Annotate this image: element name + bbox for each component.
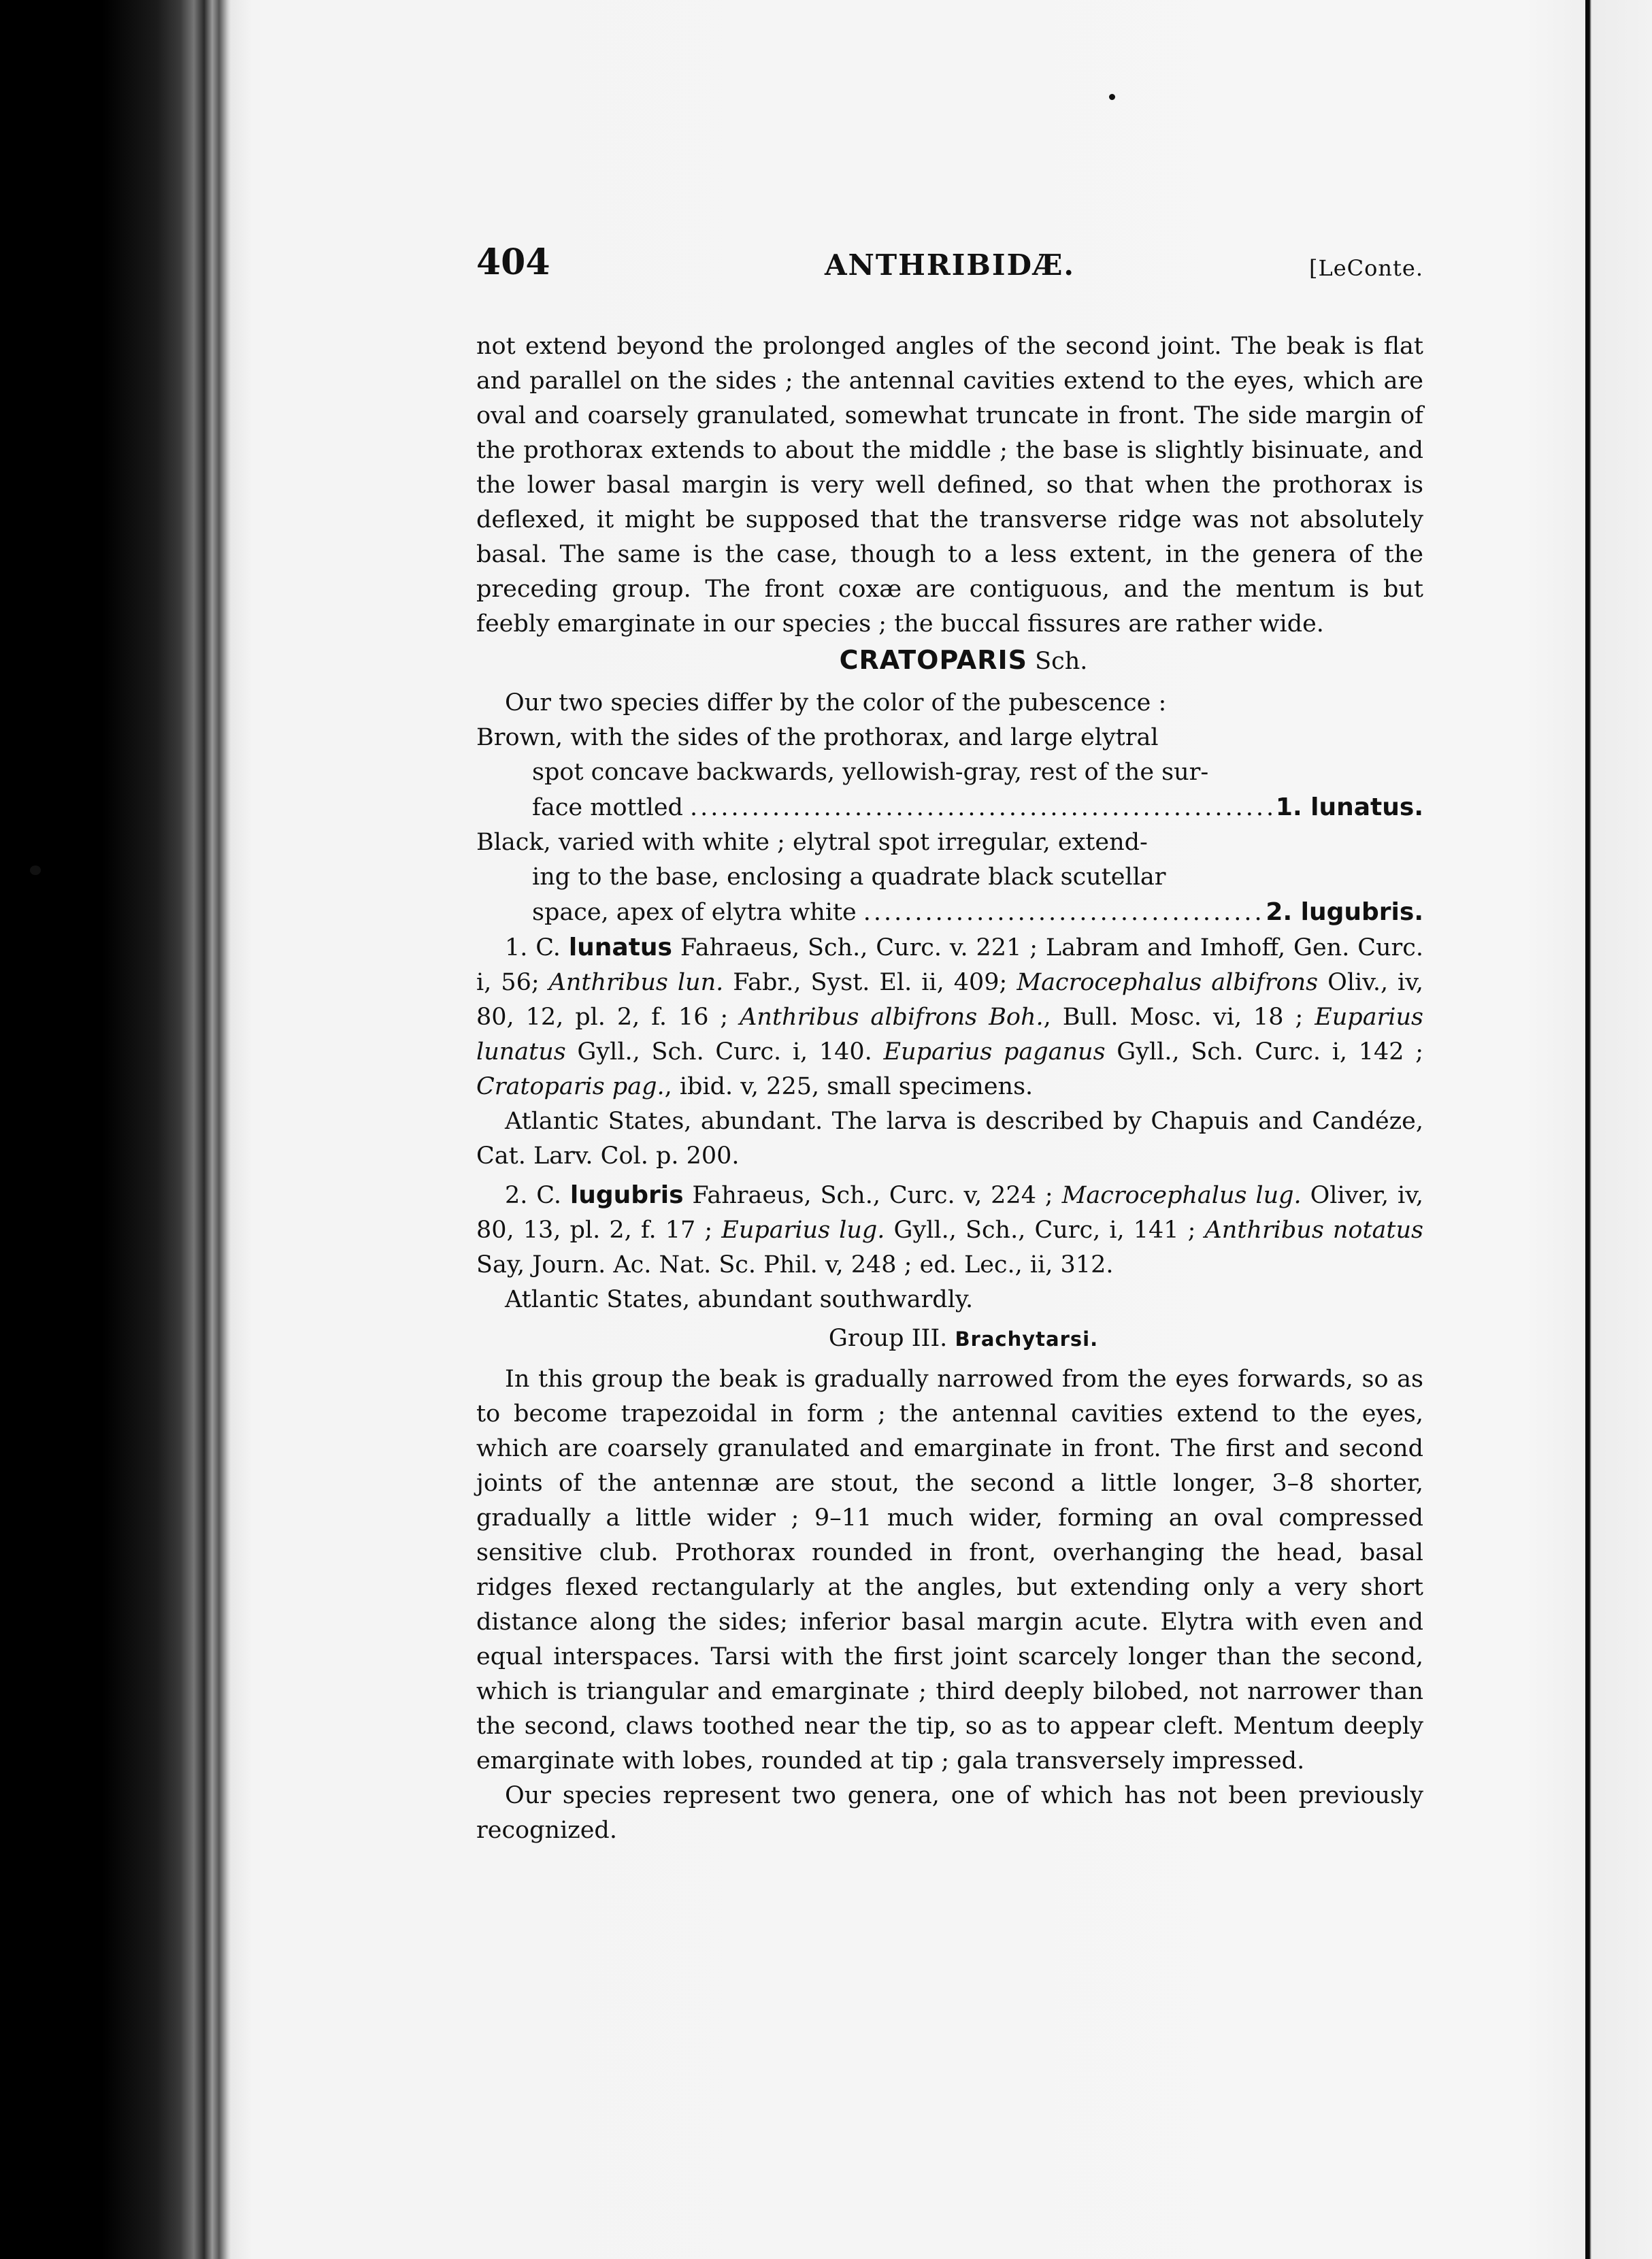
scan-speck [30,865,41,875]
genus-author: Sch. [1035,648,1088,675]
key-line: Black, varied with white ; elytral spot irregular, extend- [476,829,1148,856]
group-label: Group III. [828,1325,948,1352]
species-note-lugubris: Atlantic States, abundant southwardly. [505,1286,974,1313]
book-spine-shadow [0,0,231,2259]
genus-name: CRATOPARIS [839,645,1027,675]
group-paragraph: In this group the beak is gradually narrowed from the eyes forwards, so as to become trapezoidal in form ; the antennal cavities extend to the eyes, which are coarsely granulated and emarginate in front. The first and second joints of the antennæ are stout, the second a little longer, 3–8 shorter, gradually a little wider ; 9–11 much wider, forming an oval compressed sensitive club. Prothorax rounded in front, overhanging the head, basal ridges flexed rectangularly at the angles, but extending only a very short distance along the sides; inferior basal margin acute. Elytra with even and equal interspaces. Tarsi with the first joint scarcely longer than the second, which is triangular and emarginate ; third deeply bilobed, not narrower than the second, claws toothed near the tip, so as to appear cleft. Mentum deeply emarginate with lobes, rounded at tip ; gala transversely impressed. [476,1366,1423,1775]
genus-heading [476,643,1423,679]
intro-paragraph: not extend beyond the prolonged angles of the second joint. The beak is flat and parallel on the sides ; the antennal cavities extend to the eyes, which are oval and coarsely granulated, somewhat truncate in front. The side margin of the prothorax extends to about the middle ; the base is slightly bisinuate, and the lower basal margin is very well defined, so that when the prothorax is deflexed, it might be supposed that the transverse ridge was not absolutely basal. The same is the case, though to a less extent, in the genera of the preceding group. The front coxæ are contiguous, and the mentum is but feebly emarginate in our species ; the buccal fissures are rather wide. [476,333,1423,638]
species-number: 1. C. [505,934,561,961]
page-body [476,329,1423,1848]
key-line: face mottled ..... 1. lunatus. [476,790,1423,825]
species-name: lugubris [569,1181,684,1209]
dot-leader [857,895,1266,930]
key-result: 1. lunatus. [1275,793,1423,821]
species-entry-lugubris: 2. C. lugubris Fahraeus, Sch., Curc. v, 224 ; Macrocephalus lug. Oliver, iv, 80, 13, pl. 2, f. 17 ; Euparius lug. Gyll., Sch., Curc, i, 141 ; Anthribus notatus Say, Journ. Ac. Nat. Sc. Phil. v, 248 ; ed. Lec., ii, 312. [476,1181,1423,1279]
key-entry-lunatus [476,721,1423,825]
running-head: ANTHRIBIDÆ. [824,248,1076,282]
facing-page-edge [1585,0,1652,2259]
key-result: 2. lugubris. [1266,898,1423,926]
group-heading [476,1321,1423,1357]
page-header [476,242,1423,289]
page-number: 404 [476,242,550,283]
species-name: lunatus [568,934,672,961]
key-line: ing to the base, enclosing a quadrate black scutellar [532,863,1166,891]
key-line: spot concave backwards, yellowish-gray, rest of the sur- [532,759,1209,786]
dot-leader [683,791,1276,825]
group-name: Brachytarsi. [955,1328,1099,1351]
species-key [476,686,1423,930]
key-line: Brown, with the sides of the prothorax, and large elytral [476,724,1159,751]
species-note-lunatus: Atlantic States, abundant. The larva is described by Chapuis and Candéze, Cat. Larv. Col. p. 200. [476,1108,1423,1170]
key-entry-lugubris [476,825,1423,930]
author-tag: [LeConte. [1309,255,1423,281]
group-paragraph: Our species represent two genera, one of which has not been previously recognized. [476,1782,1423,1844]
species-number: 2. C. [505,1182,561,1209]
species-entry-lunatus: 1. C. lunatus Fahraeus, Sch., Curc. v. 221 ; Labram and Imhoff, Gen. Curc. i, 56; Anthribus lun. Fabr., Syst. El. ii, 409; Macrocephalus albifrons Oliv., iv, 80, 12, pl. 2, f. 16 ; Anthribus albifrons Boh., Bull. Mosc. vi, 18 ; Euparius lunatus Gyll., Sch. Curc. i, 140. Euparius paganus Gyll., Sch. Curc. i, 142 ; Cratoparis pag., ibid. v, 225, small specimens. [476,934,1424,1100]
key-intro: Our two species differ by the color of the pubescence : [505,689,1167,716]
key-line: space, apex of elytra white ..... 2. lugubris. [476,895,1423,930]
scan-speck [1109,94,1115,100]
